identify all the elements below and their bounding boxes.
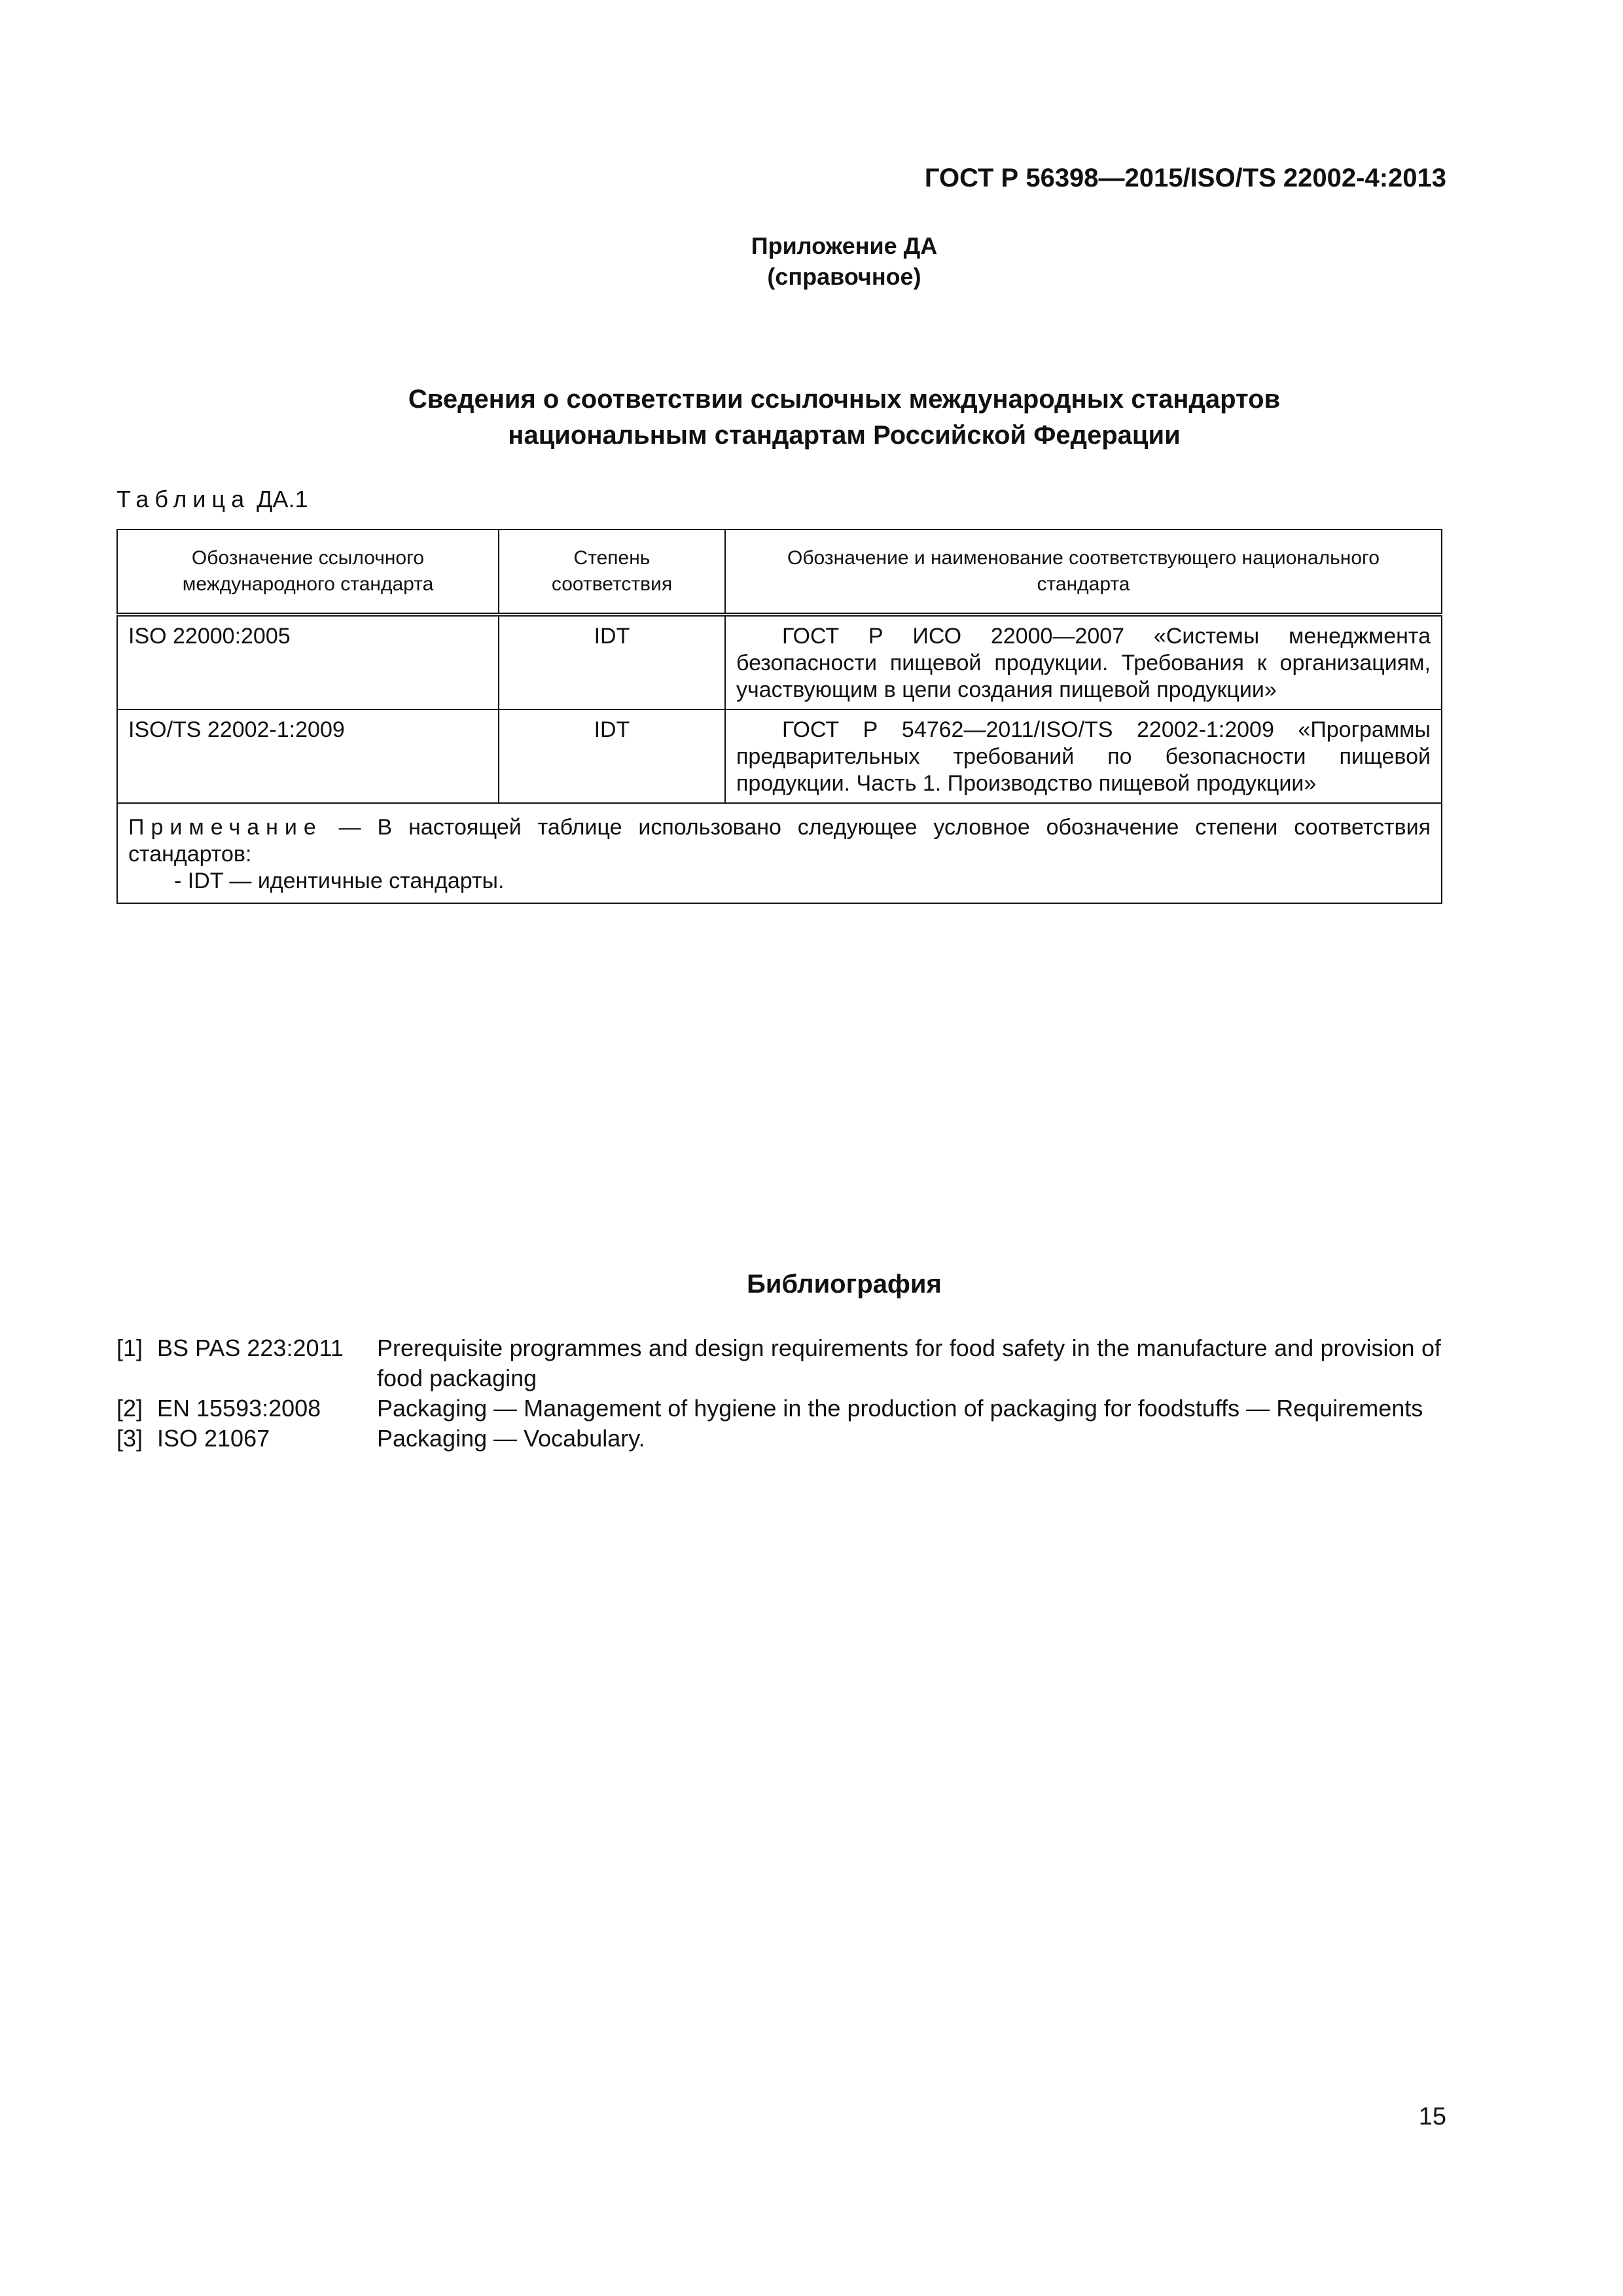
list-item — [116, 1393, 1441, 1424]
table-header-row — [117, 529, 1442, 615]
cell-national-standard: ГОСТ Р ИСО 22000—2007 «Системы менеджмента безопасности пищевой продукции. Требования к организациям, участвующим в цепи создания пищевой продукции» — [725, 615, 1442, 709]
table-note — [117, 803, 1442, 903]
correspondence-table — [116, 529, 1442, 904]
bibliography-text: Packaging — Management of hygiene in the production of packaging for foodstuffs — Requirements — [377, 1395, 1423, 1422]
page-number: 15 — [1418, 2103, 1446, 2130]
list-item — [116, 1333, 1441, 1393]
cell-international-standard: ISO/TS 22002-1:2009 — [117, 709, 499, 803]
section-title-line-2: национальным стандартам Российской Федерации — [508, 421, 1181, 450]
column-header-degree: Степень соответствия — [499, 529, 725, 615]
bibliography-text: Packaging — Vocabulary. — [377, 1425, 645, 1452]
table-row — [117, 615, 1442, 709]
cell-degree: IDT — [499, 709, 725, 803]
table-row — [117, 709, 1442, 803]
document-standard-code: ГОСТ Р 56398—2015/ISO/TS 22002-4:2013 — [924, 164, 1446, 192]
section-title-line-1: Сведения о соответствии ссылочных международных стандартов — [408, 385, 1281, 414]
table-caption-number: ДА.1 — [257, 486, 308, 512]
note-body — [128, 814, 1431, 868]
column-header-national: Обозначение и наименование соответствующего национального стандарта — [725, 529, 1442, 615]
note-text: — В настоящей таблице использовано следующее условное обозначение степени соответствия стандартов: — [128, 815, 1431, 867]
section-title — [0, 382, 1623, 454]
appendix-subtitle: (справочное) — [767, 263, 921, 290]
appendix-heading — [0, 230, 1623, 292]
bibliography-number: [2] — [116, 1395, 143, 1422]
bibliography-code: EN 15593:2008 — [157, 1395, 321, 1422]
note-list-item: - IDT — идентичные стандарты. — [174, 869, 505, 893]
cell-international-standard: ISO 22000:2005 — [117, 615, 499, 709]
bibliography-code: ISO 21067 — [157, 1425, 270, 1452]
bibliography-number: [3] — [116, 1425, 143, 1452]
cell-degree: IDT — [499, 615, 725, 709]
table-note-row — [117, 803, 1442, 903]
bibliography-code: BS PAS 223:2011 — [157, 1335, 344, 1361]
bibliography-list — [116, 1333, 1441, 1454]
cell-national-standard: ГОСТ Р 54762—2011/ISO/TS 22002-1:2009 «Программы предварительных требований по безопасности пищевой продукции. Часть 1. Производство пищевой продукции» — [725, 709, 1442, 803]
list-item — [116, 1424, 1441, 1454]
bibliography-number: [1] — [116, 1335, 143, 1361]
appendix-title: Приложение ДА — [751, 232, 938, 259]
bibliography-title: Библиография — [747, 1270, 942, 1299]
table-caption — [116, 486, 308, 513]
note-label: Примечание — [128, 815, 323, 840]
bibliography-text: Prerequisite programmes and design requirements for food safety in the manufacture and provision of food packaging — [377, 1335, 1441, 1391]
table-caption-word: Таблица — [116, 486, 251, 512]
column-header-international: Обозначение ссылочного международного стандарта — [117, 529, 499, 615]
